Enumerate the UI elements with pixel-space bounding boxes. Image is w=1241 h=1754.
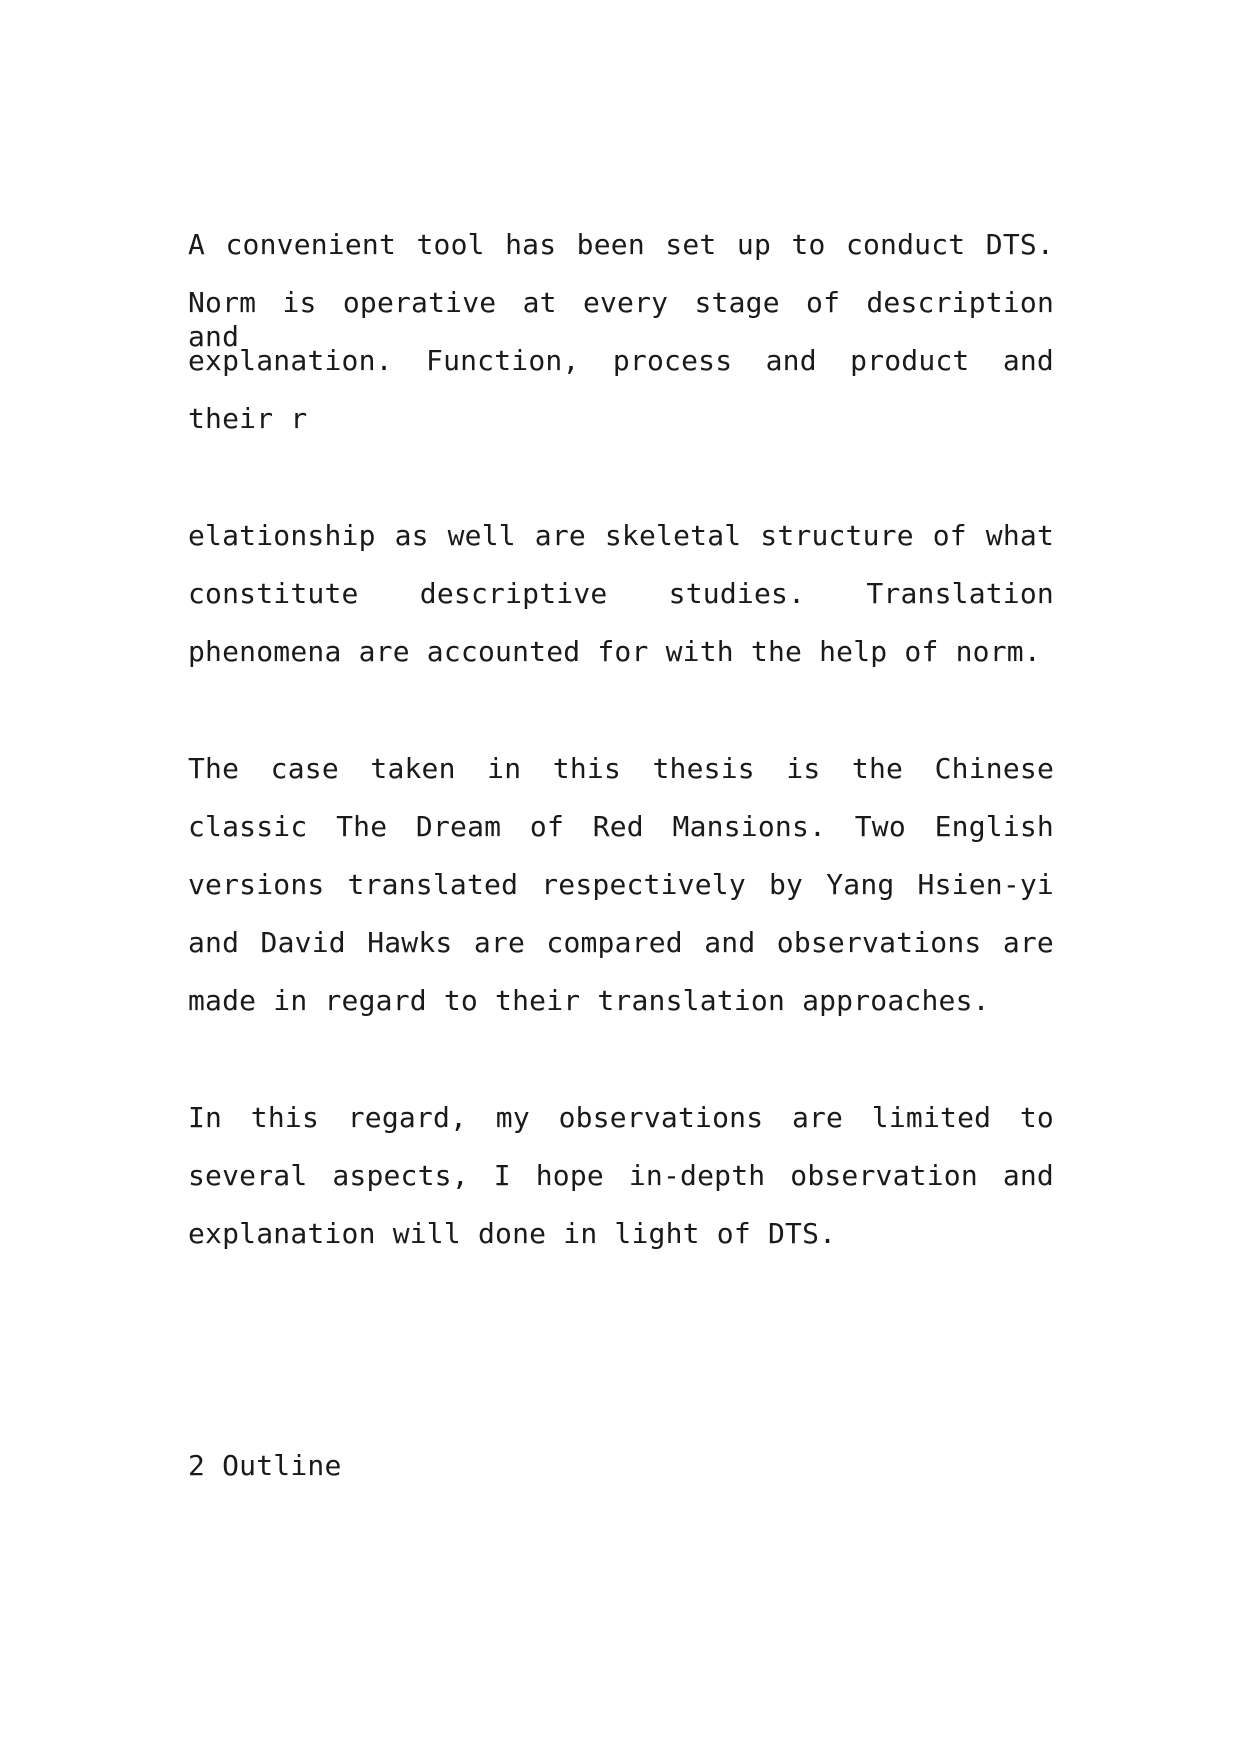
paragraph-line: explanation. Function, process and product and bbox=[188, 344, 1054, 377]
paragraph-line: A convenient tool has been set up to conduct DTS. bbox=[188, 228, 1054, 261]
paragraph-line: In this regard, my observations are limited to bbox=[188, 1101, 1054, 1134]
paragraph-line: phenomena are accounted for with the help of norm. bbox=[188, 635, 1041, 668]
paragraph-line: made in regard to their translation approaches. bbox=[188, 984, 990, 1017]
paragraph-line: and David Hawks are compared and observations are bbox=[188, 926, 1054, 959]
paragraph-line: elationship as well are skeletal structure of what bbox=[188, 519, 1054, 552]
paragraph-line: constitute descriptive studies. Translation bbox=[188, 577, 1054, 610]
section-heading: 2 Outline bbox=[188, 1449, 342, 1482]
paragraph-line: several aspects, I hope in-depth observation and bbox=[188, 1159, 1054, 1192]
paragraph-line: The case taken in this thesis is the Chinese bbox=[188, 752, 1054, 785]
paragraph-line: Norm is operative at every stage of description and bbox=[188, 286, 1054, 353]
paragraph-line: explanation will done in light of DTS. bbox=[188, 1217, 837, 1250]
paragraph-line: classic The Dream of Red Mansions. Two English bbox=[188, 810, 1054, 843]
paragraph-line: versions translated respectively by Yang Hsien-yi bbox=[188, 868, 1054, 901]
paragraph-line: their r bbox=[188, 402, 308, 435]
